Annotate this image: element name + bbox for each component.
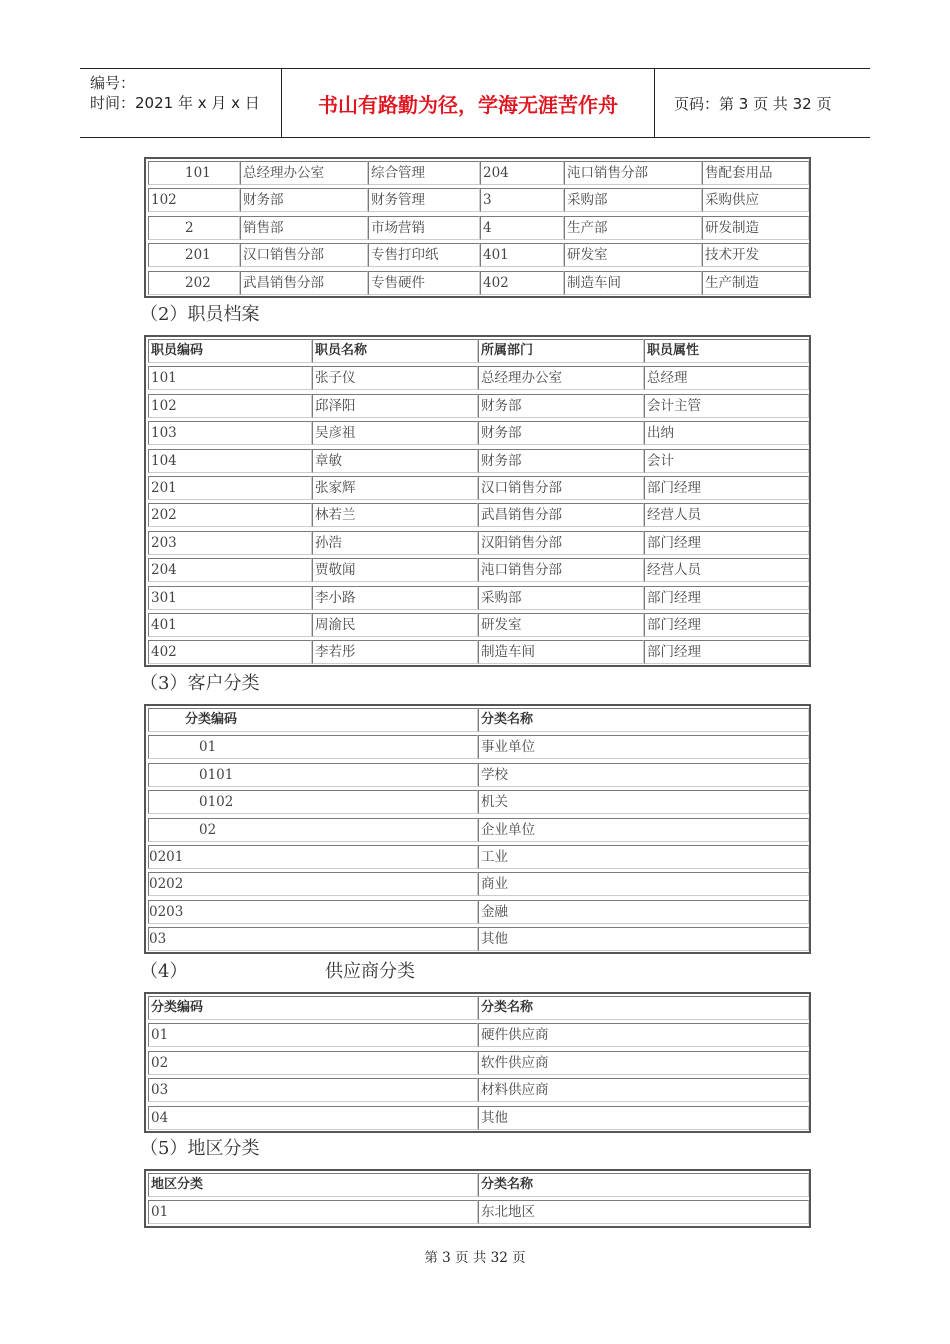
table-cell: 总经理办公室 [240, 161, 368, 185]
table-cell: 生产部 [564, 216, 702, 240]
doc-date-label: 时间：2021 年 x 月 x 日 [90, 94, 260, 112]
table-cell: 02 [148, 1051, 478, 1075]
table-cell: 售配套用品 [702, 161, 809, 185]
table-row [146, 1049, 809, 1076]
table-row [146, 214, 809, 241]
section-title-supplier-num: （4） [140, 961, 188, 982]
table-cell: 软件供应商 [478, 1051, 809, 1075]
table-cell: 402 [480, 271, 564, 295]
table-cell: 汉阳销售分部 [478, 531, 644, 555]
table-row [146, 611, 809, 638]
table-cell: 201 [148, 243, 240, 267]
table-cell: 202 [148, 271, 240, 295]
table-cell: 制造车间 [564, 271, 702, 295]
table-cell: 301 [148, 586, 312, 610]
table-cell: 企业单位 [478, 818, 809, 842]
table-row [146, 638, 809, 665]
table-cell: 总经理 [644, 366, 809, 390]
table-cell: 部门经理 [644, 640, 809, 664]
table-row [146, 788, 809, 815]
table-cell: 事业单位 [478, 735, 809, 759]
table-row [146, 241, 809, 268]
table-cell: 孙浩 [312, 531, 478, 555]
table-cell: 武昌销售分部 [478, 503, 644, 527]
table-cell: 经营人员 [644, 558, 809, 582]
table-cell: 401 [480, 243, 564, 267]
customer-category-table [144, 704, 811, 954]
table-cell: 学校 [478, 763, 809, 787]
table-cell: 0102 [148, 790, 478, 814]
table-header-row [146, 337, 809, 364]
table-cell: 03 [148, 1078, 478, 1102]
table-header-row [146, 994, 809, 1021]
table-cell: 部门经理 [644, 476, 809, 500]
table-header-cell: 职员名称 [312, 339, 478, 363]
table-cell: 102 [148, 188, 240, 212]
table-row [146, 186, 809, 213]
table-cell: 技术开发 [702, 243, 809, 267]
table-cell: 东北地区 [478, 1200, 809, 1224]
table-cell: 汉口销售分部 [478, 476, 644, 500]
table-header-cell: 分类名称 [478, 996, 809, 1020]
table-header-cell: 分类名称 [478, 708, 809, 732]
table-row [146, 529, 809, 556]
table-cell: 工业 [478, 845, 809, 869]
table-cell: 204 [480, 161, 564, 185]
table-header-cell: 分类编码 [148, 708, 478, 732]
section-title-supplier: 供应商分类 [325, 961, 415, 982]
table-row [146, 392, 809, 419]
table-cell: 采购部 [564, 188, 702, 212]
table-header-row [146, 1171, 809, 1198]
table-header-cell: 职员属性 [644, 339, 809, 363]
doc-number-label: 编号： [90, 74, 136, 92]
table-cell: 04 [148, 1106, 478, 1130]
table-row [146, 364, 809, 391]
table-row [146, 870, 809, 897]
table-cell: 沌口销售分部 [564, 161, 702, 185]
table-cell: 会计主管 [644, 394, 809, 418]
header-page-number [664, 69, 870, 137]
table-cell: 汉口销售分部 [240, 243, 368, 267]
table-cell: 203 [148, 531, 312, 555]
section-title-region: （5）地区分类 [140, 1138, 260, 1159]
table-header-cell: 所属部门 [478, 339, 644, 363]
table-cell: 101 [148, 161, 240, 185]
table-cell: 市场营销 [368, 216, 480, 240]
table-cell: 0101 [148, 763, 478, 787]
table-cell: 金融 [478, 900, 809, 924]
table-cell: 李小路 [312, 586, 478, 610]
table-cell: 部门经理 [644, 613, 809, 637]
section-title-staff: （2）职员档案 [140, 304, 260, 325]
table-cell: 0201 [148, 845, 478, 869]
header-motto: 书山有路勤为径，学海无涯苦作舟 [282, 69, 655, 137]
table-row [146, 584, 809, 611]
supplier-category-table [144, 992, 811, 1133]
table-row [146, 1198, 809, 1225]
table-cell: 其他 [478, 927, 809, 951]
table-cell: 财务部 [478, 421, 644, 445]
table-cell: 101 [148, 366, 312, 390]
table-cell: 01 [148, 1023, 478, 1047]
table-cell: 专售硬件 [368, 271, 480, 295]
table-cell: 02 [148, 818, 478, 842]
table-cell: 综合管理 [368, 161, 480, 185]
table-row [146, 843, 809, 870]
page-footer: 第 3 页 共 32 页 [424, 1250, 526, 1266]
table-cell: 武昌销售分部 [240, 271, 368, 295]
table-cell: 01 [148, 735, 478, 759]
table-cell: 硬件供应商 [478, 1023, 809, 1047]
header-meta [80, 69, 282, 137]
table-row [146, 816, 809, 843]
table-cell: 李若彤 [312, 640, 478, 664]
table-row [146, 419, 809, 446]
table-cell: 104 [148, 449, 312, 473]
table-cell: 204 [148, 558, 312, 582]
table-cell: 林若兰 [312, 503, 478, 527]
table-cell: 202 [148, 503, 312, 527]
department-table [144, 157, 811, 298]
section-title-customer: （3）客户分类 [140, 673, 260, 694]
table-cell: 邱泽阳 [312, 394, 478, 418]
table-header-cell: 分类编码 [148, 996, 478, 1020]
table-cell: 采购部 [478, 586, 644, 610]
region-category-table [144, 1169, 811, 1228]
table-cell: 03 [148, 927, 478, 951]
table-row [146, 1021, 809, 1048]
table-row [146, 1076, 809, 1103]
table-row [146, 1104, 809, 1131]
table-cell: 402 [148, 640, 312, 664]
table-cell: 张家辉 [312, 476, 478, 500]
table-cell: 采购供应 [702, 188, 809, 212]
table-cell: 部门经理 [644, 531, 809, 555]
table-cell: 研发室 [478, 613, 644, 637]
table-row [146, 925, 809, 952]
table-row [146, 733, 809, 760]
table-row [146, 501, 809, 528]
table-row [146, 898, 809, 925]
table-cell: 财务部 [240, 188, 368, 212]
page-header [80, 68, 870, 138]
page-number-text: 页码：第 3 页 共 32 页 [674, 94, 832, 113]
table-cell: 财务管理 [368, 188, 480, 212]
table-header-row [146, 706, 809, 733]
staff-table [144, 335, 811, 667]
table-cell: 出纳 [644, 421, 809, 445]
table-cell: 201 [148, 476, 312, 500]
table-cell: 吴彦祖 [312, 421, 478, 445]
table-cell: 财务部 [478, 394, 644, 418]
table-cell: 01 [148, 1200, 478, 1224]
table-cell: 销售部 [240, 216, 368, 240]
table-header-cell: 职员编码 [148, 339, 312, 363]
table-cell: 材料供应商 [478, 1078, 809, 1102]
table-cell: 制造车间 [478, 640, 644, 664]
table-cell: 研发室 [564, 243, 702, 267]
table-cell: 张子仪 [312, 366, 478, 390]
table-header-cell: 分类名称 [478, 1173, 809, 1197]
table-cell: 4 [480, 216, 564, 240]
table-cell: 沌口销售分部 [478, 558, 644, 582]
table-cell: 103 [148, 421, 312, 445]
table-cell: 经营人员 [644, 503, 809, 527]
table-cell: 生产制造 [702, 271, 809, 295]
table-cell: 研发制造 [702, 216, 809, 240]
table-cell: 会计 [644, 449, 809, 473]
table-cell: 总经理办公室 [478, 366, 644, 390]
table-row [146, 761, 809, 788]
table-cell: 其他 [478, 1106, 809, 1130]
table-cell: 周渝民 [312, 613, 478, 637]
table-row [146, 159, 809, 186]
table-cell: 贾敬闻 [312, 558, 478, 582]
table-row [146, 556, 809, 583]
table-cell: 商业 [478, 872, 809, 896]
table-row [146, 447, 809, 474]
table-header-cell: 地区分类 [148, 1173, 478, 1197]
table-cell: 2 [148, 216, 240, 240]
table-cell: 0202 [148, 872, 478, 896]
table-cell: 专售打印纸 [368, 243, 480, 267]
table-cell: 3 [480, 188, 564, 212]
table-cell: 401 [148, 613, 312, 637]
table-cell: 102 [148, 394, 312, 418]
table-cell: 章敏 [312, 449, 478, 473]
table-cell: 0203 [148, 900, 478, 924]
table-row [146, 269, 809, 296]
table-cell: 财务部 [478, 449, 644, 473]
table-cell: 机关 [478, 790, 809, 814]
table-cell: 部门经理 [644, 586, 809, 610]
table-row [146, 474, 809, 501]
